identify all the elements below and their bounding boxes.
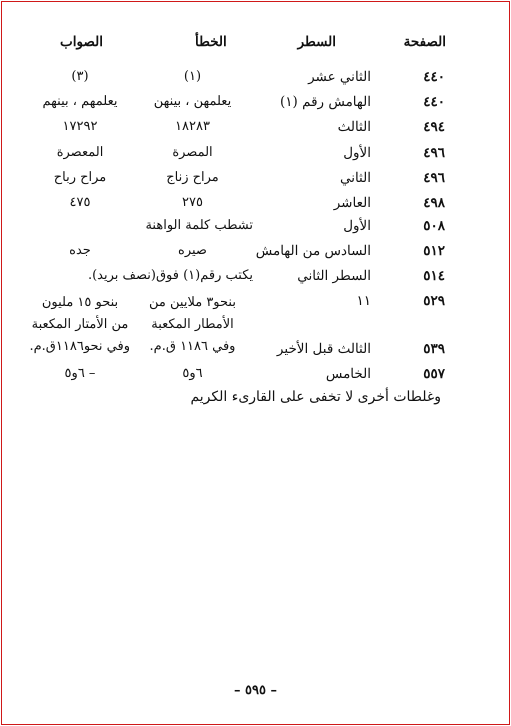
row-correct: (٣) [71,69,89,84]
page-number: – ٥٩٥ – [233,683,277,698]
row-correct: المعصرة [56,145,104,160]
row-page: ٤٤٠ [423,94,445,110]
row-page: ٤٩٨ [423,195,445,211]
row-page: ٥١٢ [423,243,445,259]
row-page: ٥٥٧ [423,366,445,382]
row-page: ٥١٤ [423,268,445,284]
row-error-line: وفي ١١٨٦ ق.م. [149,339,236,354]
header-correct: الصواب [60,34,104,50]
row-error-line: الأمطار المكعبة [151,317,234,332]
row-line: العاشر [333,195,371,211]
row-error: يكتب رقم(١) فوق(نصف بريد). [87,268,253,283]
row-correct-line: من الأمتار المكعبة [31,317,129,332]
row-correct: ١٧٢٩٢ [62,119,98,134]
row-correct: مراح رباح [53,170,107,185]
row-line: السادس من الهامش [255,243,371,259]
row-line: السطر الثاني [297,268,371,284]
header-error: الخطأ [195,34,227,50]
row-error: تشطب كلمة الواهنة [145,218,253,233]
row-page: ٥٣٩ [423,341,445,357]
row-error: المصرة [172,145,213,160]
row-page: ٤٩٦ [423,145,445,161]
row-line: الثالث قبل الأخير [276,341,371,357]
row-page: ٤٩٤ [423,119,445,135]
row-line: الخامس [325,366,371,382]
row-page: ٤٩٦ [423,170,445,186]
row-page: ٤٤٠ [423,69,445,85]
row-error: يعلمهن ، بينهن [153,94,232,109]
row-line: الأول [343,145,371,161]
row-correct-line: بنحو ١٥ مليون [41,295,119,310]
row-correct: يعلمهم ، بينهم [42,94,118,109]
row-correct: – ٦و٥ [64,366,96,381]
closing-note: وغلطات أخرى لا تخفى على القارىء الكريم [190,389,441,405]
row-correct: جده [69,243,91,258]
row-error: ١٨٢٨٣ [175,119,210,134]
row-error: صيره [178,243,207,258]
row-page: ٥٠٨ [423,218,445,234]
row-page: ٥٢٩ [423,293,445,309]
row-line: الثاني [339,170,371,186]
row-line: الثالث [337,119,371,135]
row-error-line: بنحو٣ ملايين من [149,295,236,310]
header-page: الصفحة [403,34,446,50]
row-correct-line: وفي نحو١١٨٦ق.م. [29,339,130,354]
row-line: الثاني عشر [308,69,371,85]
row-correct: ٤٧٥ [69,195,91,210]
row-line: ١١ [356,293,371,309]
row-error: (١) [183,69,202,84]
row-line: الهامش رقم (١) [280,94,371,110]
row-correct-block [30,292,130,358]
row-line: الأول [343,218,371,234]
header-line: السطر [297,34,336,50]
row-error: ٦و٥ [182,366,203,381]
row-error: مراح زناج [166,170,219,185]
row-error: ٢٧٥ [182,195,203,210]
